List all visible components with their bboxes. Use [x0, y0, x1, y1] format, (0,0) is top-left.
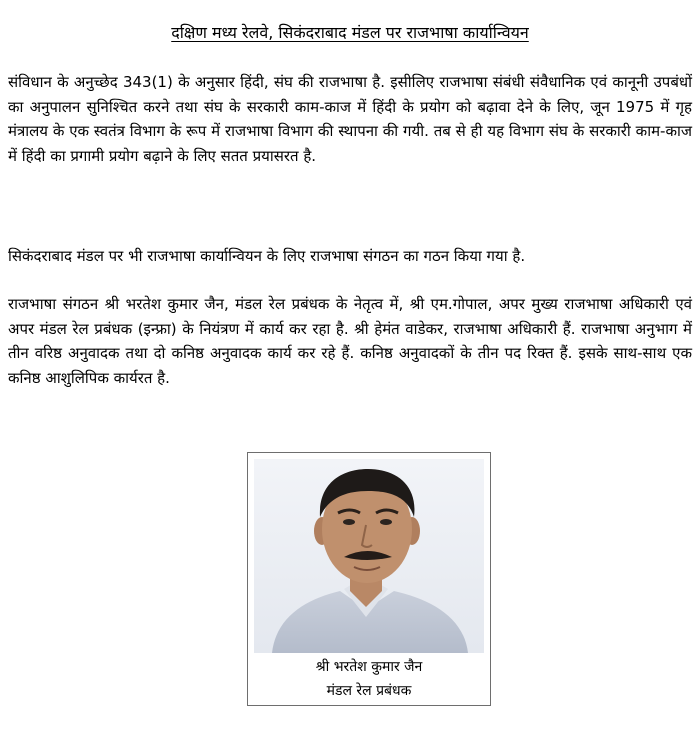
paragraph-organization: सिकंदराबाद मंडल पर भी राजभाषा कार्यान्वियन के लिए राजभाषा संगठन का गठन किया गया है. [8, 247, 526, 265]
paragraph-intro: संविधान के अनुच्छेद 343(1) के अनुसार हिंदी, संघ की राजभाषा है. इसीलिए राजभाषा संबंधी संवैधानिक एवं कानूनी उपबंधों का अनुपालन सुनिश्चित करने तथा संघ के सरकारी काम-काज में हिंदी के प्रयोग को बढ़ावा देने के लिए, जून 1975 में गृह मंत्रालय के एक स्वतंत्र विभाग के रूप में राजभाषा विभाग की स्थापना की गयी. तब से ही यह विभाग संघ के सरकारी काम-काज में हिंदी का प्रगामी प्रयोग बढ़ाने के लिए सतत प्रयासरत है. [8, 73, 692, 165]
portrait-image [254, 459, 484, 653]
paragraph-staff: राजभाषा संगठन श्री भरतेश कुमार जैन, मंडल रेल प्रबंधक के नेतृत्व में, श्री एम.गोपाल, अपर मुख्य राजभाषा अधिकारी एवं अपर मंडल रेल प्रबंधक (इन्फ्रा) के नियंत्रण में कार्य कर रहा है. श्री हेमंत वाडेकर, राजभाषा अधिकारी हैं. राजभाषा अनुभाग में तीन वरिष्ठ अनुवादक तथा दो कनिष्ठ अनुवादक कार्य कर रहे हैं. कनिष्ठ अनुवादकों के तीन पद रिक्त हैं. इसके साथ-साथ एक कनिष्ठ आशुलिपिक कार्यरत है. [8, 295, 692, 387]
portrait-caption-name: श्री भरतेश कुमार जैन [315, 659, 423, 675]
portrait-photo [254, 459, 484, 653]
portrait-caption-designation: मंडल रेल प्रबंधक [326, 683, 412, 699]
page-title-text: दक्षिण मध्य रेलवे, सिकंदराबाद मंडल पर राजभाषा कार्यान्वियन [171, 23, 529, 42]
portrait-frame [247, 452, 491, 706]
page-title [0, 22, 700, 44]
